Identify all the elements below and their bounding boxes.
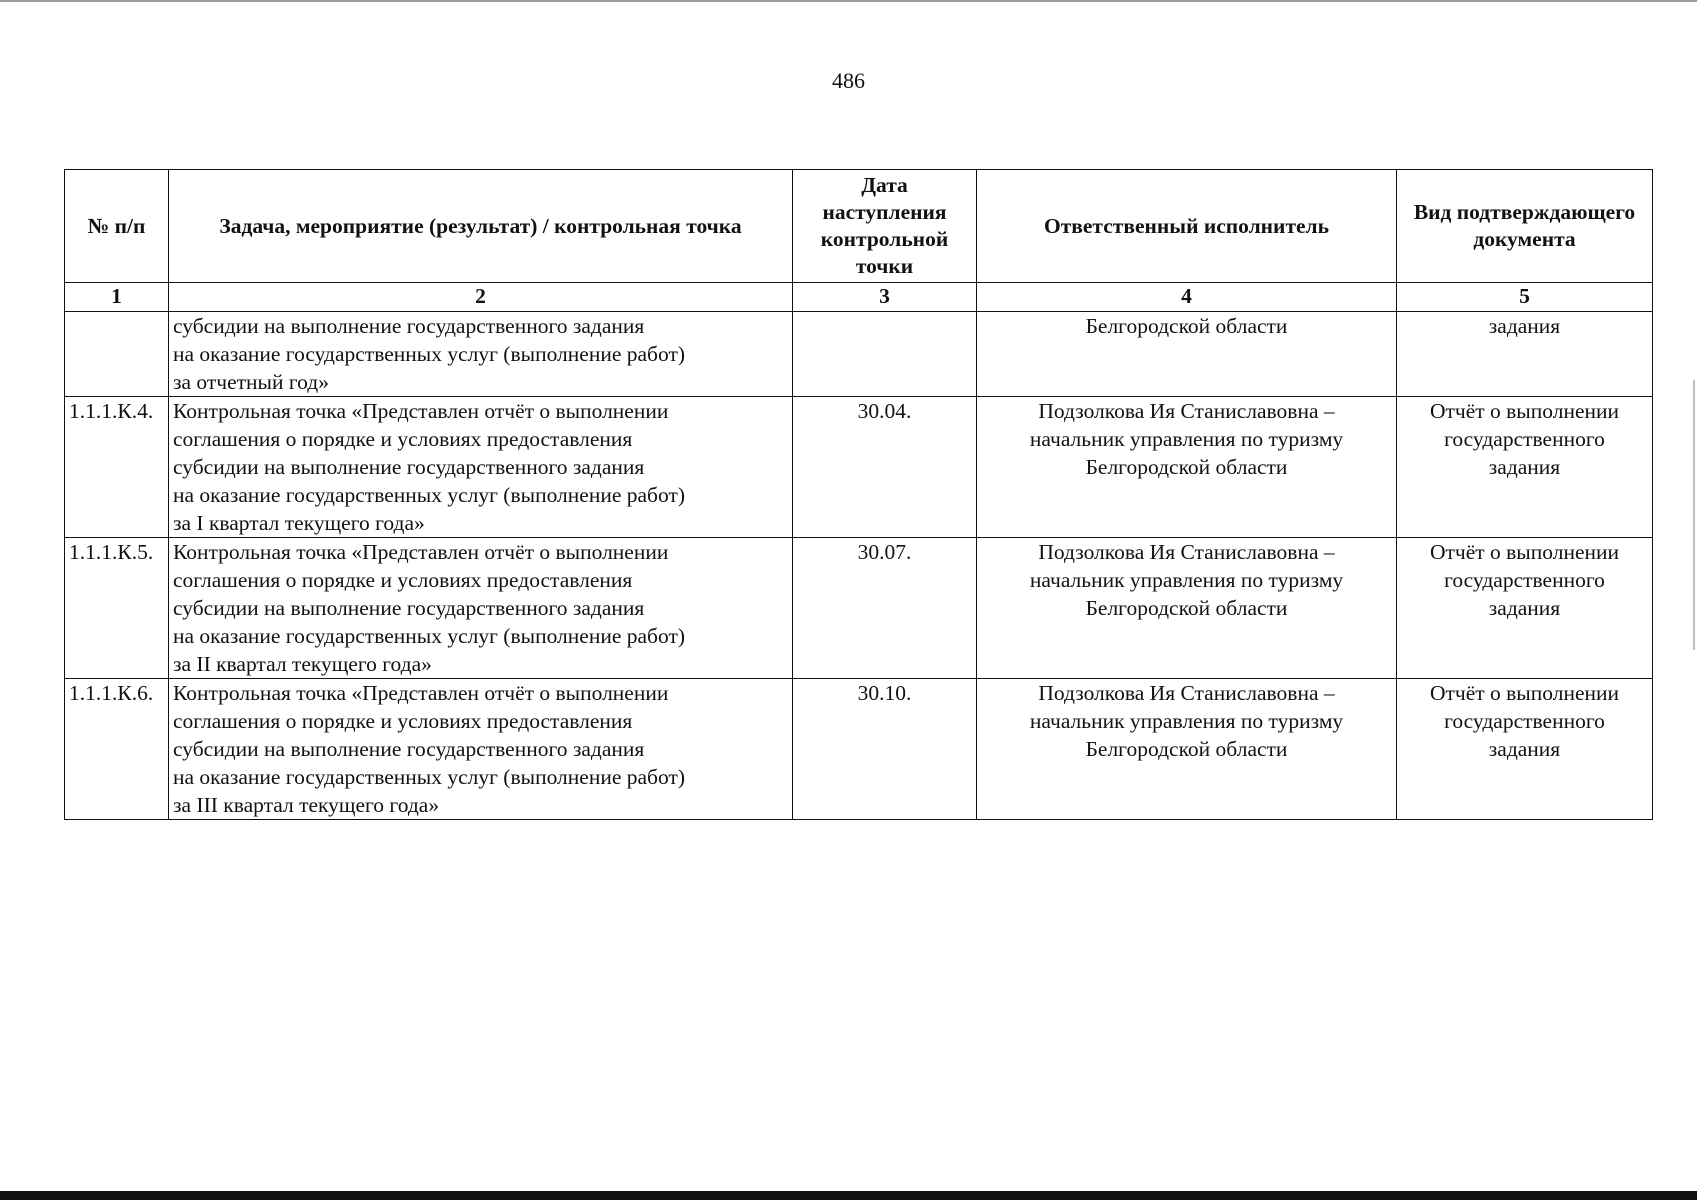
- responsible-line: Подзолкова Ия Станиславовна –: [1038, 399, 1335, 423]
- document-line: государственного: [1444, 427, 1605, 451]
- row-task: [169, 679, 793, 820]
- task-line: на оказание государственных услуг (выполнение работ): [173, 765, 686, 789]
- column-number-row: [65, 283, 1653, 312]
- document-line: Отчёт о выполнении: [1429, 399, 1620, 423]
- task-line: субсидии на выполнение государственного задания: [173, 596, 645, 620]
- table-header-row: [65, 170, 1653, 283]
- document-line: государственного: [1444, 709, 1605, 733]
- table-row-continuation: [65, 312, 1653, 397]
- task-line: субсидии на выполнение государственного задания: [173, 455, 645, 479]
- task-line: соглашения о порядке и условиях предоставления: [173, 568, 633, 592]
- task-line: за I квартал текущего года»: [173, 511, 425, 535]
- row-code: 1.1.1.К.4.: [65, 397, 169, 538]
- column-number: 3: [793, 283, 977, 312]
- task-line: на оказание государственных услуг (выполнение работ): [173, 483, 686, 507]
- task-line: субсидии на выполнение государственного задания: [173, 314, 645, 338]
- task-line: субсидии на выполнение государственного задания: [173, 737, 645, 761]
- task-line: на оказание государственных услуг (выполнение работ): [173, 342, 686, 366]
- row-document: [1397, 538, 1653, 679]
- task-line: соглашения о порядке и условиях предоставления: [173, 427, 633, 451]
- page-number: 486: [832, 68, 865, 93]
- document-line: задания: [1488, 596, 1561, 620]
- column-number: 1: [65, 283, 169, 312]
- row-date: 30.07.: [793, 538, 977, 679]
- header-task: Задача, мероприятие (результат) / контрольная точка: [169, 170, 793, 283]
- responsible-line: Подзолкова Ия Станиславовна –: [1038, 681, 1335, 705]
- task-line: соглашения о порядке и условиях предоставления: [173, 709, 633, 733]
- row-responsible: [977, 397, 1397, 538]
- row-responsible: [977, 312, 1397, 397]
- responsible-line: начальник управления по туризму: [1029, 427, 1344, 451]
- task-line: за отчетный год»: [173, 370, 329, 394]
- row-code: [65, 312, 169, 397]
- document-line: задания: [1488, 455, 1561, 479]
- task-line: Контрольная точка «Представлен отчёт о выполнении: [173, 540, 669, 564]
- responsible-line: Белгородской области: [1085, 737, 1288, 761]
- row-responsible: [977, 679, 1397, 820]
- column-number: 5: [1397, 283, 1653, 312]
- row-responsible: [977, 538, 1397, 679]
- row-document: [1397, 679, 1653, 820]
- row-date: [793, 312, 977, 397]
- document-line: государственного: [1444, 568, 1605, 592]
- control-points-table: [64, 169, 1653, 820]
- row-task: [169, 538, 793, 679]
- responsible-line: Белгородской области: [1085, 596, 1288, 620]
- task-line: на оказание государственных услуг (выполнение работ): [173, 624, 686, 648]
- header-number: № п/п: [65, 170, 169, 283]
- responsible-line: начальник управления по туризму: [1029, 568, 1344, 592]
- row-document: [1397, 312, 1653, 397]
- responsible-line: Белгородской области: [1085, 455, 1288, 479]
- column-number: 2: [169, 283, 793, 312]
- header-responsible: Ответственный исполнитель: [977, 170, 1397, 283]
- table-row: [65, 538, 1653, 679]
- table-row: [65, 679, 1653, 820]
- task-line: Контрольная точка «Представлен отчёт о выполнении: [173, 399, 669, 423]
- task-line: за II квартал текущего года»: [173, 652, 432, 676]
- responsible-line: Белгородской области: [1085, 314, 1288, 338]
- responsible-line: начальник управления по туризму: [1029, 709, 1344, 733]
- scan-edge-bottom: [0, 1191, 1697, 1200]
- row-task: [169, 397, 793, 538]
- row-date: 30.04.: [793, 397, 977, 538]
- row-date: 30.10.: [793, 679, 977, 820]
- task-line: за III квартал текущего года»: [173, 793, 440, 817]
- responsible-line: Подзолкова Ия Станиславовна –: [1038, 540, 1335, 564]
- row-document: [1397, 397, 1653, 538]
- row-task: [169, 312, 793, 397]
- header-document: Вид подтверждающего документа: [1397, 170, 1653, 283]
- document-line: Отчёт о выполнении: [1429, 540, 1620, 564]
- scan-edge-right: [1693, 380, 1695, 650]
- scan-edge-top: [0, 0, 1697, 2]
- header-date: Дата наступления контрольной точки: [793, 170, 977, 283]
- table-row: [65, 397, 1653, 538]
- document-line: Отчёт о выполнении: [1429, 681, 1620, 705]
- task-line: Контрольная точка «Представлен отчёт о выполнении: [173, 681, 669, 705]
- row-code: 1.1.1.К.5.: [65, 538, 169, 679]
- row-code: 1.1.1.К.6.: [65, 679, 169, 820]
- document-line: задания: [1488, 737, 1561, 761]
- column-number: 4: [977, 283, 1397, 312]
- document-line: задания: [1488, 314, 1561, 338]
